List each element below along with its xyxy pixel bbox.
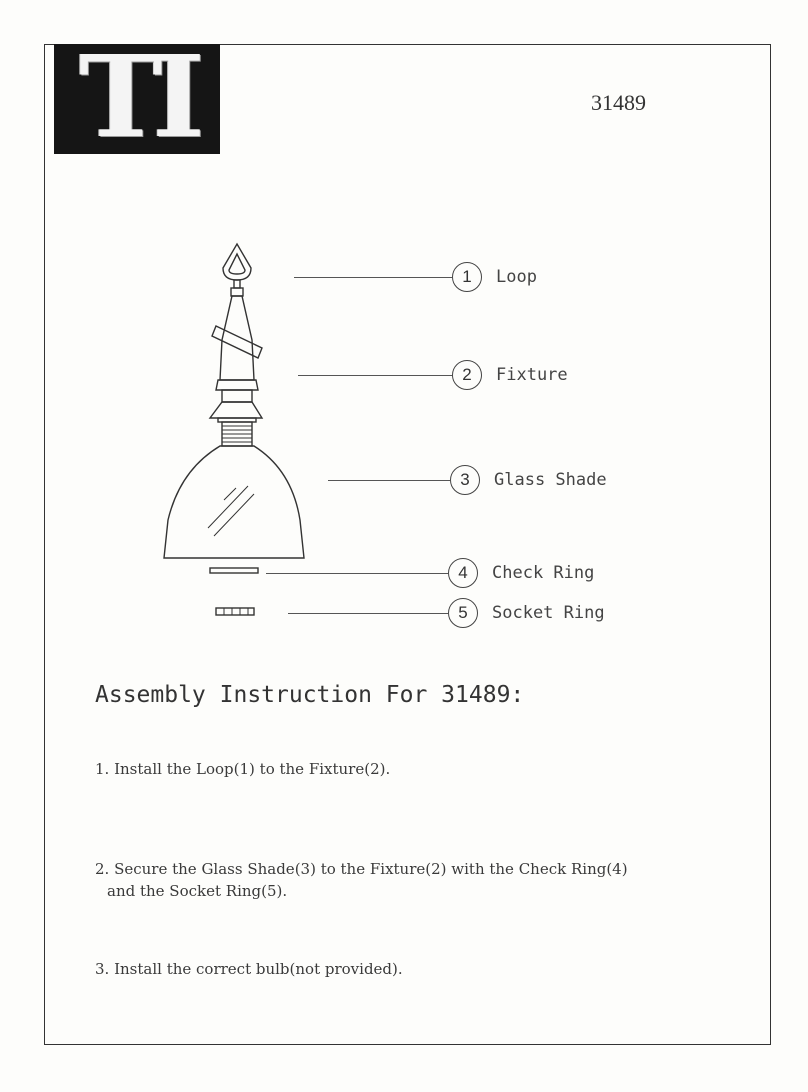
callout-loop	[294, 262, 537, 292]
model-number: 31489	[591, 90, 646, 115]
company-logo	[54, 44, 220, 154]
step-text-continuation: and the Socket Ring(5).	[107, 882, 288, 900]
part-label-socket-ring: Socket Ring	[492, 603, 605, 623]
step-text: 3. Install the correct bulb(not provided).	[95, 960, 403, 978]
logo-text: TI	[79, 44, 195, 154]
instruction-step-1	[95, 758, 735, 780]
callout-socket-ring	[288, 598, 605, 628]
callout-check-ring	[266, 558, 594, 588]
check-ring-illustration	[210, 568, 258, 573]
part-number-badge: 1	[452, 262, 482, 292]
part-label-glass-shade: Glass Shade	[494, 470, 607, 490]
part-number-badge: 3	[450, 465, 480, 495]
glass-shade-illustration	[164, 446, 304, 558]
part-number-badge: 4	[448, 558, 478, 588]
part-number-badge: 5	[448, 598, 478, 628]
instruction-step-2	[95, 858, 735, 902]
instructions-heading: Assembly Instruction For 31489:	[95, 682, 525, 708]
part-label-loop: Loop	[496, 267, 537, 287]
part-label-check-ring: Check Ring	[492, 563, 595, 583]
socket-ring-illustration	[216, 608, 254, 615]
step-text: 1. Install the Loop(1) to the Fixture(2).	[95, 760, 391, 778]
callout-fixture	[298, 360, 568, 390]
callout-glass-shade	[328, 465, 607, 495]
fixture-illustration	[210, 296, 262, 446]
part-number-badge: 2	[452, 360, 482, 390]
loop-illustration	[223, 244, 251, 296]
instruction-step-3	[95, 958, 735, 980]
part-label-fixture: Fixture	[496, 365, 568, 385]
step-text: 2. Secure the Glass Shade(3) to the Fixture(2) with the Check Ring(4)	[95, 860, 628, 878]
